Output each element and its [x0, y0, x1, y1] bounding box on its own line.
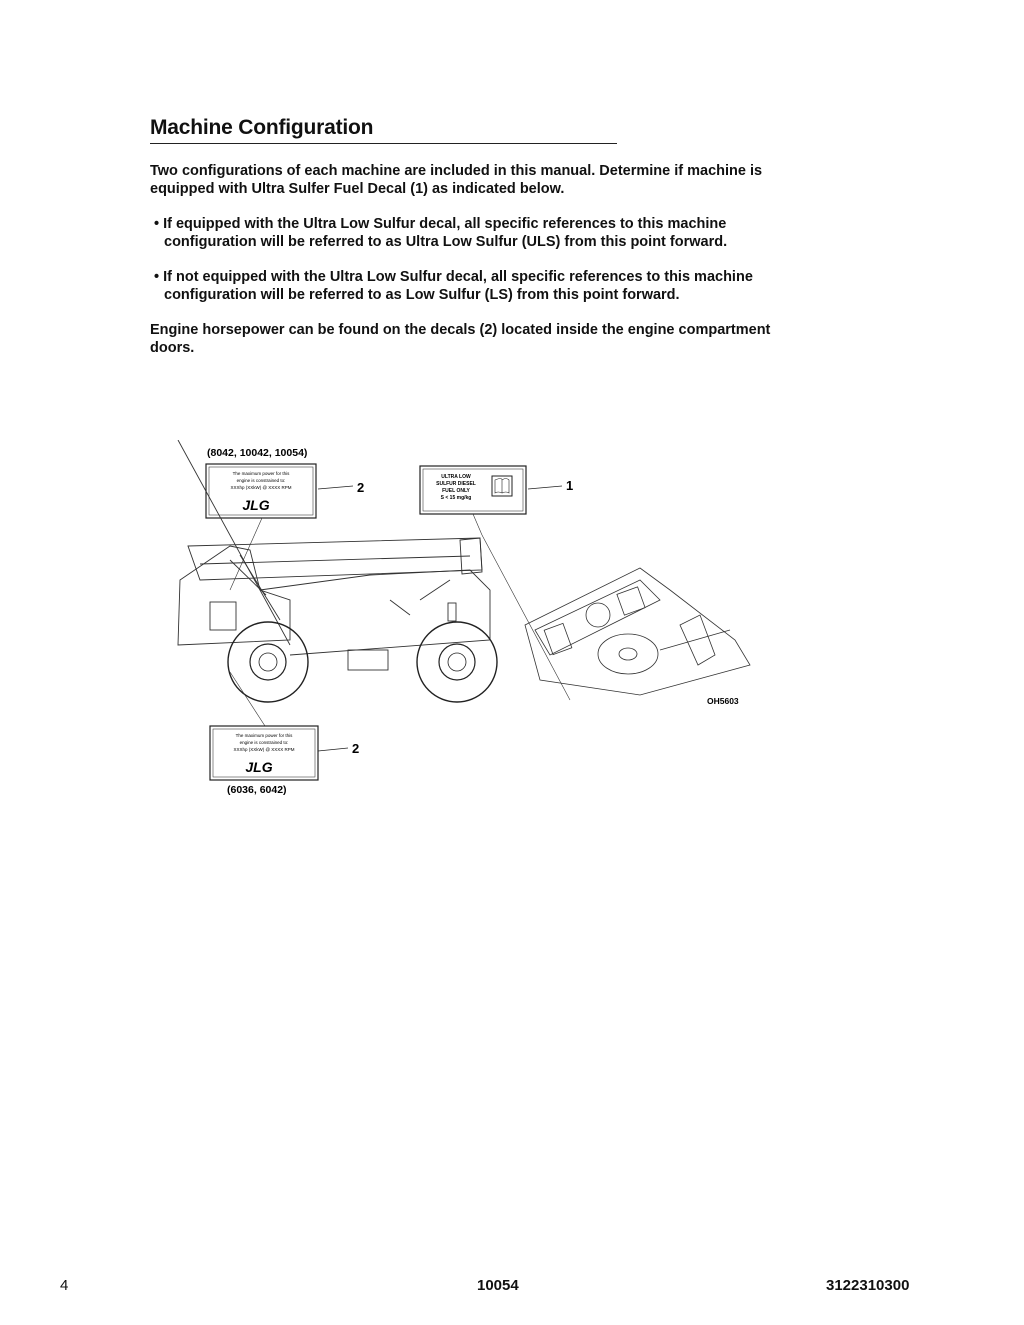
figure-id: OH5603: [707, 696, 739, 706]
title-underline: [150, 143, 617, 144]
callout-2-bottom: 2: [352, 741, 360, 756]
bullet-ls: • If not equipped with the Ultra Low Sulfur decal, all specific references to this machine configuration will be referred to as Low Sulfur (LS) from this point forward.: [154, 269, 753, 303]
uls-decal: [420, 466, 526, 514]
top-decal-models: (8042, 10042, 10054): [207, 447, 308, 459]
svg-text:XXXhp (XXkW) @ XXXX RPM: XXXhp (XXkW) @ XXXX RPM: [230, 485, 292, 490]
page-title: Machine Configuration: [150, 116, 374, 139]
machine-figure: [170, 440, 770, 800]
svg-text:XXXhp (XXkW) @ XXXX RPM: XXXhp (XXkW) @ XXXX RPM: [233, 747, 295, 752]
cab-interior-drawing: [525, 568, 750, 695]
bottom-decal-models: (6036, 6042): [227, 784, 287, 796]
engine-note: Engine horsepower can be found on the decals (2) located inside the engine compartment doors.: [150, 322, 771, 356]
front-wheel: [417, 622, 497, 702]
svg-text:SULFUR DIESEL: SULFUR DIESEL: [436, 481, 476, 487]
bullet-uls: • If equipped with the Ultra Low Sulfur decal, all specific references to this machine configuration will be referred to as Ultra Low Sulfur (ULS) from this point forward.: [154, 216, 728, 250]
callout-2-top: 2: [357, 480, 365, 495]
svg-text:The maximum power for this: The maximum power for this: [232, 471, 290, 476]
intro-paragraph: Two configurations of each machine are included in this manual. Determine if machine is equipped with Ultra Sulfer Fuel Decal (1) as indicated below.: [150, 163, 763, 197]
svg-text:The maximum power for this: The maximum power for this: [235, 733, 293, 738]
footer-doc-number: 3122310300: [826, 1277, 910, 1294]
jlg-logo-top: JLG: [242, 497, 270, 513]
rear-wheel: [228, 622, 308, 702]
svg-text:engine is constrained to:: engine is constrained to:: [239, 740, 289, 745]
callout-1: 1: [566, 478, 574, 493]
svg-text:S < 15 mg/kg: S < 15 mg/kg: [440, 495, 472, 501]
svg-text:FUEL ONLY: FUEL ONLY: [442, 488, 470, 494]
svg-text:engine is constrained to:: engine is constrained to:: [236, 478, 286, 483]
svg-text:ULTRA LOW: ULTRA LOW: [441, 474, 471, 480]
page-number: 4: [60, 1277, 69, 1294]
footer-model: 10054: [477, 1277, 519, 1294]
jlg-logo-bottom: JLG: [245, 759, 273, 775]
